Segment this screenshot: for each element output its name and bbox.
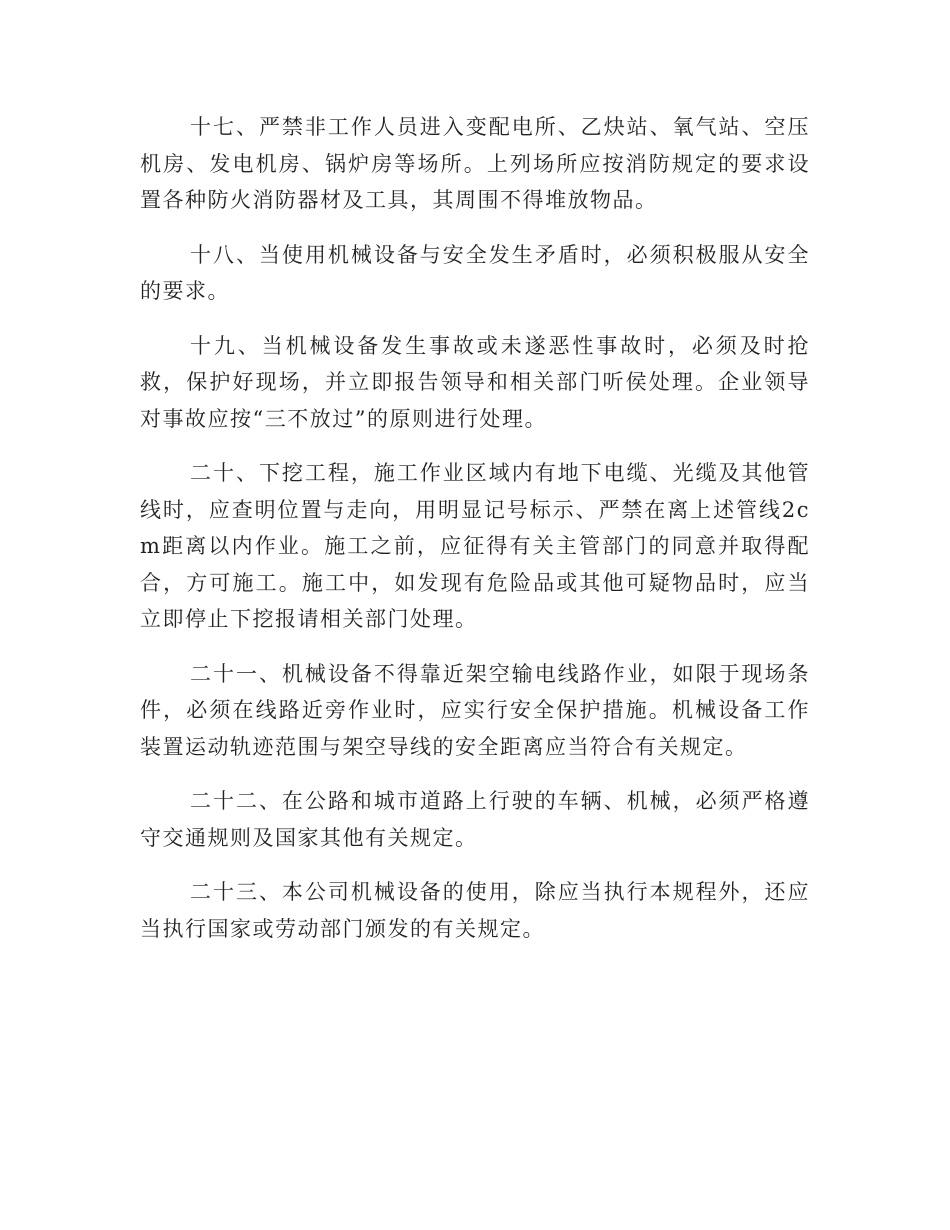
document-body (140, 109, 810, 965)
paragraph-19: 十九、当机械设备发生事故或未遂恶性事故时，必须及时抢救，保护好现场，并立即报告领导和相关部门听侯处理。企业领导对事故应按“三不放过”的原则进行处理。 (140, 333, 810, 431)
paragraph-17: 十七、严禁非工作人员进入变配电所、乙炔站、氧气站、空压机房、发电机房、锅炉房等场所。上列场所应按消防规定的要求设置各种防火消防器材及工具，其周围不得堆放物品。 (140, 115, 810, 212)
paragraph-18: 十八、当使用机械设备与安全发生矛盾时，必须积极服从安全的要求。 (140, 242, 810, 303)
paragraph-21: 二十一、机械设备不得靠近架空输电线路作业，如限于现场条件，必须在线路近旁作业时，应实行安全保护措施。机械设备工作装置运动轨迹范围与架空导线的安全距离应当符合有关规定。 (140, 661, 810, 759)
paragraph-23: 二十三、本公司机械设备的使用，除应当执行本规程外，还应当执行国家或劳动部门颁发的有关规定。 (140, 880, 810, 941)
paragraph-20: 二十、下挖工程，施工作业区域内有地下电缆、光缆及其他管线时，应查明位置与走向，用明显记号标示、严禁在离上述管线2cm距离以内作业。施工之前，应征得有关主管部门的同意并取得配合，方可施工。施工中，如发现有危险品或其他可疑物品时，应当立即停止下挖报请相关部门处理。 (140, 461, 810, 631)
paragraph-22: 二十二、在公路和城市道路上行驶的车辆、机械，必须严格遵守交通规则及国家其他有关规定。 (140, 789, 810, 850)
